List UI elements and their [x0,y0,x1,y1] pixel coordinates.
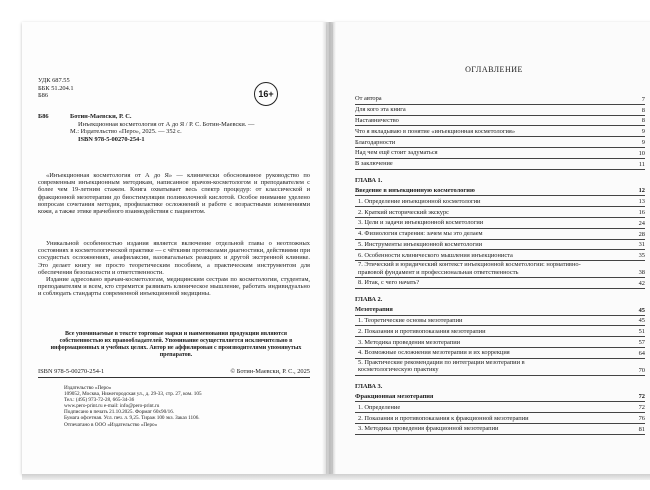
toc-entry[interactable]: 4. Физиология старения: зачем мы это делаем 28 [355,229,645,240]
trademark-notice: Все упоминаемые в тексте торговые марки и наименования продукции являются собственностью их правообладателей. Упоминание осуществляется исключительно в информационных и учебных целях. Автор не аффилирован с производителями упомянутых препаратов. [50,331,302,358]
isbn-record: ISBN 978-5-00270-254-1 [78,135,145,143]
annotation-text-3: Издание адресовано врачам-косметологам, медицинским сестрам по косметологии, студентам, преподавателям и всем, кто стремится развивать клиническое мышление, работать индивидуально и соблюдать стандарты современной инъекционной медицины. [38,276,310,298]
toc-entry[interactable]: 3. Методика проведения фракционной мезотерапии 81 [355,424,645,435]
toc-entry[interactable]: В заключение 11 [355,160,645,168]
title-line-2: М.: Издательство «Перо», 2025. — 352 с. [70,128,182,136]
toc-entry[interactable]: 5. Инструменты инъекционной косметологии 31 [355,240,645,251]
chapter-label: ГЛАВА 2. [355,296,383,304]
toc-entry[interactable]: 6. Особенности клинического мышления инъекциониста 35 [355,250,645,261]
toc-entry[interactable]: 1. Определение 72 [355,402,645,413]
toc-entry[interactable]: Благодарности 9 [355,138,645,146]
imprint-line: www.pero-print.ru e-mail: info@pero-print.ru [64,403,160,410]
toc-entry[interactable]: 3. Цели и задачи инъекционной косметологии 24 [355,218,645,229]
chapter-title-entry[interactable]: Фракционная мезотерапия 72 [355,392,645,401]
bib-code: Б86 [38,113,49,120]
imprint-line: 109052, Москва, Нижегородская ул., д. 29-33, стр. 27, ком. 105 [64,391,202,398]
imprint-line: Тел.: (495) 973-72-28, 665-34-36 [64,397,135,404]
toc-entry[interactable]: 4. Возможные осложнения мезотерапии и их коррекция 64 [355,348,645,359]
title-line-1: Инъекционная косметология от А до Я / Р. С. Ботин-Маевски. — [78,120,255,128]
isbn-copyright-line [38,368,310,378]
chapter-title-entry[interactable]: Мезотерапия 45 [355,306,645,314]
book-gutter-shadow [322,22,336,474]
toc-entry[interactable]: Наставничество 8 [355,116,645,125]
author-heading: Ботин-Маевски, Р. С. [70,113,132,120]
toc-front-matter [355,94,645,435]
annotation-paragraph-2 [38,240,310,298]
toc-entry[interactable]: 2. Показания и противопоказания к фракционной мезотерапии 76 [355,413,645,424]
chapter-title-entry[interactable]: Введение в инъекционную косметологию 12 [355,186,645,195]
toc-entry[interactable]: Над чем ещё стоит задуматься 10 [355,149,645,157]
toc-entry[interactable]: 5. Практические рекомендации по интеграции мезотерапии в косметологическую практику 70 [355,359,645,376]
toc-title: ОГЛАВЛЕНИЕ [465,65,523,74]
chapter-label: ГЛАВА 3. [355,383,383,391]
imprint-block [64,385,306,428]
book-spread [22,22,645,480]
isbn-bottom: ISBN 978-5-00270-254-1 [38,368,105,375]
toc-entry[interactable]: 3. Методика проведения мезотерапии 57 [355,337,645,348]
chapter-label: ГЛАВА 1. [355,177,383,185]
copyright: © Ботин-Маевски, Р. С., 2025 [230,368,310,375]
toc-entry[interactable]: 2. Показания и противопоказания мезотерапии 51 [355,326,645,337]
udc-code: УДК 687.55 [38,77,70,84]
toc-entry[interactable]: 1. Теоретические основы мезотерапии 45 [355,316,645,327]
bbk-code: ББК 51.204.1 [38,84,74,92]
table-of-contents-page [333,22,650,474]
annotation-paragraph-1: «Инъекционная косметология от А до Я» — клинически обоснованное руководство по современным инъекционным методикам, написанное врачом-косметологом и преподавателем с более чем 19-летним стажем. Книга охватывает весь спектр процедур: от классической и фракционной мезотерапии до биостимуляции полимолочной кислотой. Особое внимание уделено вопросам сочетания методик, профилактике осложнений и работе с возрастными изменениями кожи, а также этике врачебного взаимодействия с пациентом. [38,172,310,216]
toc-entry[interactable]: От автора 7 [355,95,645,103]
toc-entry[interactable]: Для кого эта книга 8 [355,106,645,114]
bibliographic-record [70,113,304,143]
annotation-text-2: Уникальной особенностью издания является включение отдельной главы о неотложных состояниях в косметологической практике — с чёткими протоколами диагностики, действиями при сосудистых осложнениях, анафилаксии, вазовагальных реакциях и другой экстренной клинике. Это делает книгу не просто теоретическим пособием, а практическим инструментом для обеспечения безопасности и ответственности. [38,240,310,276]
toc-entry[interactable]: 8. Итак, с чего начать? 42 [355,278,645,289]
copyright-page [22,22,326,474]
imprint-line: Отпечатано в ООО «Издательство «Перо» [64,421,158,428]
imprint-line: Издательство «Перо» [64,385,112,391]
age-rating-badge: 16+ [254,82,278,106]
toc-entry[interactable]: 7. Этический и юридический контекст инъекционной косметологии: нормативно-правовой фундамент и профессиональная ответственность 38 [355,261,645,278]
author-mark: Б86 [38,92,49,100]
toc-entry[interactable]: 1. Определение инъекционной косметологии 13 [355,196,645,207]
page-stack-edge [22,474,650,480]
toc-entry[interactable]: Что я вкладываю в понятие «инъекционная косметология» 9 [355,127,645,136]
imprint-line: Подписано в печать 21.10.2025. Формат 60х90/16. [64,409,175,416]
toc-entry[interactable]: 2. Краткий исторический экскурс 16 [355,207,645,218]
imprint-line: Бумага офсетная. Усл. печ. л. 9,25. Тираж 100 экз. Заказ 1106. [64,415,200,422]
